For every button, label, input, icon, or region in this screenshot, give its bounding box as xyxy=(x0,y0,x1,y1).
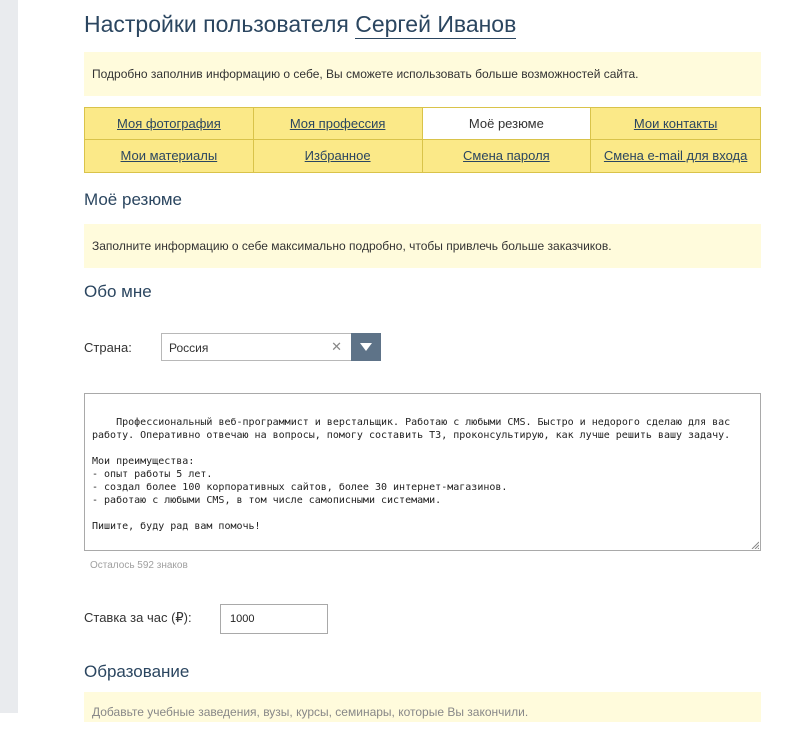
tab-my-profession[interactable]: Моя профессия xyxy=(254,108,423,140)
resume-notice: Заполните информацию о себе максимально подробно, чтобы привлечь больше заказчиков. xyxy=(84,224,761,268)
rate-label: Ставка за час (₽): xyxy=(84,610,192,625)
tab-my-photo[interactable]: Моя фотография xyxy=(85,108,254,140)
tab-my-materials[interactable]: Мои материалы xyxy=(85,140,254,172)
tab-change-email[interactable]: Смена e-mail для входа xyxy=(603,148,748,163)
bio-text: Профессиональный веб-программист и верстальщик. Работаю с любыми CMS. Быстро и недорого сделаю для вас работу. Оперативно отвечаю на вопросы, помогу составить ТЗ, проконсультирую, как лучше решить вашу задачу. Мои преимущества: - опыт работы 5 лет. - создал более 100 корпоративных сайтов, более 30 интернет-магазинов. - работаю с любыми CMS, в том числе самописными системами. Пишите, буду рад вам помочь! xyxy=(92,417,731,532)
chars-left-counter: Осталось 592 знаков xyxy=(90,560,188,571)
info-notice: Подробно заполнив информацию о себе, Вы сможете использовать больше возможностей сайта. xyxy=(84,52,761,96)
rate-input[interactable] xyxy=(220,604,328,634)
resize-handle-icon[interactable] xyxy=(751,541,759,549)
page-title xyxy=(84,8,516,40)
user-profile-link[interactable]: Сергей Иванов xyxy=(355,11,517,37)
settings-tabs xyxy=(84,107,761,173)
left-rail xyxy=(0,0,18,713)
page-title-prefix: Настройки пользователя xyxy=(84,11,349,37)
clear-icon[interactable]: ✕ xyxy=(331,339,342,354)
country-label: Страна: xyxy=(84,340,132,355)
tab-favorites[interactable]: Избранное xyxy=(254,140,423,172)
education-notice: Добавьте учебные заведения, вузы, курсы, семинары, которые Вы закончили. xyxy=(84,692,761,722)
tab-my-resume[interactable]: Моё резюме xyxy=(423,108,592,140)
tab-my-contacts[interactable]: Мои контакты xyxy=(591,108,760,140)
section-title-resume: Моё резюме xyxy=(84,190,183,209)
section-title-education: Образование xyxy=(84,662,190,681)
section-title-about: Обо мне xyxy=(84,282,152,301)
tab-change-password[interactable]: Смена пароля xyxy=(423,140,592,172)
chevron-down-icon[interactable] xyxy=(351,333,381,361)
country-select-value: Россия xyxy=(169,341,209,355)
bio-textarea[interactable] xyxy=(84,393,761,551)
country-select[interactable] xyxy=(161,333,381,361)
